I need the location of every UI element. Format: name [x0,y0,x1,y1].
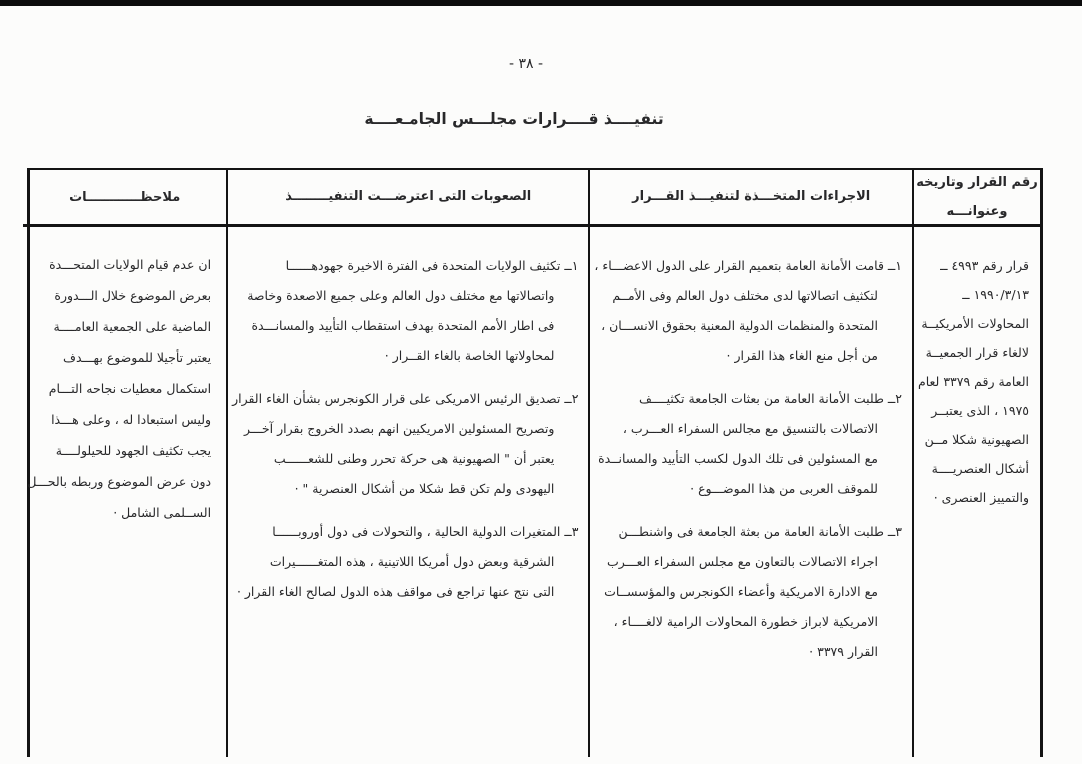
text-line: أشكال العنصريــــة [931,461,1029,476]
text-line: العامة رقم ٣٣٧٩ لعام [917,374,1029,389]
text-line: والتمييز العنصرى · [933,490,1029,505]
numbered-item [232,384,578,504]
header-resolution-number [914,170,1040,227]
document-title: تنفيــــذ قــــرارات مجلـــس الجامـعــــة [364,110,664,128]
numbered-item [232,517,578,607]
text-line: ٣ــ طلبت الأمانة العامة من بعثة الجامعة فى واشنطـــن [618,524,902,539]
text-line: القرار ٣٣٧٩ · [809,644,878,659]
text-line: مع المسئولين فى تلك الدول لكسب التأييد والمسانــدة [598,451,878,466]
text-line: الصهيونية شكلا مــن [924,432,1029,447]
text-line: وعنوانـــه [946,204,1008,219]
page-number: - ٣٨ - [508,56,544,72]
header-difficulties [228,170,588,227]
text-line: دون عرض الموضوع وربطه بالحـــل [27,474,212,489]
numbered-item [594,251,902,371]
numbered-item [594,384,902,504]
text-line: لتكثيف اتصالاتها لدى مختلف دول العالم وفى الأمــم [612,288,878,303]
text-line: رقم القرار وتاريخه [916,175,1038,190]
text-line: الســلمى الشامل · [113,505,212,520]
text-line: ١ــ قامت الأمانة العامة بتعميم القرار على الدول الاعضـــاء ، [594,258,902,273]
text-line: الصعوبات التى اعترضـــت التنفيــــــــذ [285,189,532,204]
text-line: ملاحظــــــــــــات [69,189,181,205]
text-line: لالغاء قرار الجمعيــة [925,345,1029,360]
text-line: الاتصالات بالتنسيق مع مجالس السفراء العـــرب ، [622,421,878,436]
column-measures-taken [590,170,914,757]
text-line: بعرض الموضوع خلال الـــدورة [54,288,212,303]
text-line: ٢ــ طلبت الأمانة العامة من بعثات الجامعة تكثيــــف [639,391,902,406]
resolutions-table [27,168,1043,757]
header-measures-taken [590,170,912,227]
text-line: الشرقية وبعض دول أمريكا اللاتينية ، هذه المتغــــــيرات [269,554,555,569]
text-line: الماضية على الجمعية العامــــة [53,319,212,334]
numbered-item [594,517,902,667]
cell-difficulties [228,227,588,757]
text-line: للموقف العربى من هذا الموضـــوع · [690,481,878,496]
text-line: من أجل منع الغاء هذا القرار · [726,348,878,363]
text-line: الاجراءات المتخـــذة لتنفيـــذ القـــرار [632,189,871,204]
text-line: وتصريح المسئولين الامريكيين انهم بصدد الخروج بقرار آخـــر [244,421,555,436]
text-line: ١ــ تكثيف الولايات المتحدة فى الفترة الاخيرة جهودهــــــا [285,258,579,273]
text-line: المحاولات الأمريكيــة [921,316,1029,331]
scan-edge-bar [0,0,1082,6]
text-line: اليهودى ولم تكن قط شكلا من أشكال العنصرية " · [294,481,555,496]
numbered-item [232,251,578,371]
cell-notes [23,227,226,757]
text-line: يجب تكثيف الجهود للحيلولــــة [55,443,212,458]
text-line: مع الادارة الامريكية وأعضاء الكونجرس والمؤسســات [604,584,878,599]
column-notes [23,170,228,757]
text-line: ١٩٧٥ ، الذى يعتبــر [931,403,1029,418]
text-line: اجراء الاتصالات بالتعاون مع مجلس السفراء العـــرب [606,554,878,569]
text-line: ٣ــ المتغيرات الدولية الحالية ، والتحولات فى دول أوروبــــــا [272,524,579,539]
cell-measures-taken [590,227,912,757]
cell-resolution-number [914,227,1040,757]
text-line: الامريكية لابراز خطورة المحاولات الرامية لالغــــاء ، [613,614,878,629]
column-difficulties [228,170,590,757]
text-line: يعتبر تأجيلا للموضوع بهـــدف [63,350,212,365]
text-line: يعتبر أن " الصهيونية هى حركة تحرر وطنى للشعــــــب [273,451,555,466]
text-line: ٢ــ تصديق الرئيس الامريكى على قرار الكونجرس بشأن الغاء القرار [232,391,579,406]
text-line: ١٩٩٠/٣/١٣ ــ [962,287,1029,302]
text-line: قرار رقم ٤٩٩٣ ــ [940,258,1029,273]
text-line: التى نتج عنها تراجع فى مواقف هذه الدول لصالح الغاء القرار · [236,584,555,599]
text-line: فى اطار الأمم المتحدة بهدف استقطاب التأييد والمسانـــدة [251,318,555,333]
column-resolution-number [914,170,1040,757]
text-line: ان عدم قيام الولايات المتحـــدة [49,257,212,272]
text-line: لمحاولاتها الخاصة بالغاء القــرار · [384,348,555,363]
text-line: استكمال معطيات نجاحه التـــام [48,381,212,396]
text-line: المتحدة والمنظمات الدولية المعنية بحقوق الانســـان ، [601,318,878,333]
header-notes [23,170,226,227]
text-line: واتصالاتها مع مختلف دول العالم وعلى جميع الاصعدة وخاصة [247,288,555,303]
text-line: وليس استبعادا له ، وعلى هـــذا [51,412,212,427]
